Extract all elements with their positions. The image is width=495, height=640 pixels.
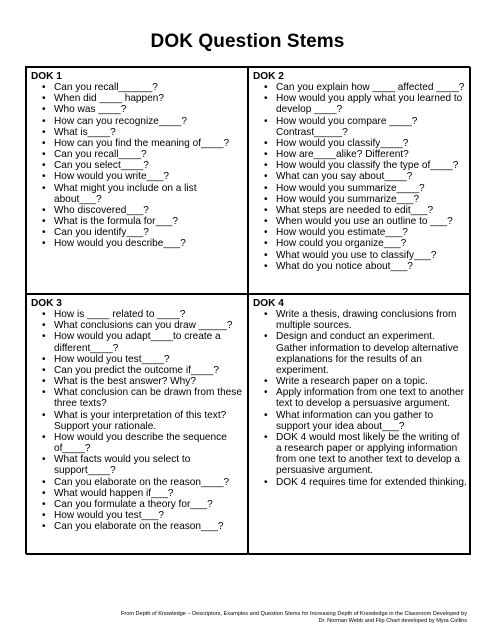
source-credit-line-1: From Depth of Knowledge – Descriptors, Examples and Question Stems for Increasing Depth of Knowledge in the Classroom Developed by — [120, 611, 467, 617]
question-stem: • Can you recall______? — [43, 82, 244, 93]
question-stem: • How would you apply what you learned to develop ____? — [265, 93, 467, 115]
dok2-list — [253, 82, 467, 272]
dok4-cell — [248, 294, 471, 555]
question-stem: • How can you recognize____? — [43, 116, 244, 127]
question-stem: • Write a research paper on a topic. — [265, 376, 467, 387]
question-stem: • How would you test____? — [43, 354, 244, 365]
question-stem: • How would you classify____? — [265, 138, 467, 149]
source-credit-line-2: Dr. Norman Webb and Flip Chart developed by Myra Collins — [318, 618, 467, 625]
source-credit — [30, 611, 467, 625]
question-stem: • How would you describe___? — [43, 238, 244, 249]
question-stem: • How can you find the meaning of____? — [43, 138, 244, 149]
dok4-list — [253, 309, 467, 488]
dok1-heading: DOK 1 — [31, 71, 62, 82]
dok4-heading: DOK 4 — [253, 298, 284, 309]
question-stem: • What facts would you select to support____? — [43, 454, 244, 476]
question-stem: • Apply information from one text to another text to develop a persuasive argument. — [265, 387, 467, 409]
question-stem: • What would happen if___? — [43, 488, 244, 499]
question-stem: • How would you summarize____? — [265, 183, 467, 194]
dok3-heading: DOK 3 — [31, 298, 62, 309]
question-stem: • DOK 4 requires time for extended thinking. — [265, 477, 467, 488]
question-stem: • What conclusion can be drawn from these three texts? — [43, 387, 244, 409]
dok-table — [25, 66, 470, 554]
question-stem: • Who was ____? — [43, 104, 244, 115]
question-stem: • What is____? — [43, 127, 244, 138]
dok1-cell — [26, 67, 248, 294]
question-stem: • How would you write___? — [43, 171, 244, 182]
question-stem: • How would you compare ____? Contrast_____? — [265, 116, 467, 138]
question-stem: • Who discovered___? — [43, 205, 244, 216]
question-stem: • When did ____ happen? — [43, 93, 244, 104]
question-stem: • Can you recall____? — [43, 149, 244, 160]
dok3-cell — [26, 294, 248, 555]
question-stem: • How could you organize___? — [265, 238, 467, 249]
question-stem: • How would you summarize___? — [265, 194, 467, 205]
dok3-list — [31, 309, 244, 532]
question-stem: • How would you estimate___? — [265, 227, 467, 238]
question-stem: • How would you adapt____to create a different____? — [43, 331, 244, 353]
question-stem: • Can you predict the outcome if____? — [43, 365, 244, 376]
dok2-heading: DOK 2 — [253, 71, 284, 82]
question-stem: • Can you explain how ____ affected ____? — [265, 82, 467, 93]
question-stem: • When would you use an outline to ___? — [265, 216, 467, 227]
question-stem: • What conclusions can you draw _____? — [43, 320, 244, 331]
question-stem: • Write a thesis, drawing conclusions from multiple sources. — [265, 309, 467, 331]
question-stem: • What do you notice about___? — [265, 261, 467, 272]
question-stem: • How would you test___? — [43, 510, 244, 521]
question-stem: • What can you say about____? — [265, 171, 467, 182]
question-stem: • What is your interpretation of this text? Support your rationale. — [43, 410, 244, 432]
question-stem: • Design and conduct an experiment. Gather information to develop alternative explanations for the results of an experiment. — [265, 331, 467, 376]
question-stem: • What is the formula for___? — [43, 216, 244, 227]
question-stem: • What might you include on a list about___? — [43, 183, 244, 205]
question-stem: • How would you classify the type of____? — [265, 160, 467, 171]
question-stem: • How is ____ related to ____? — [43, 309, 244, 320]
question-stem: • What information can you gather to support your idea about___? — [265, 410, 467, 432]
question-stem: • Can you elaborate on the reason____? — [43, 477, 244, 488]
dok1-list — [31, 82, 244, 249]
question-stem: • Can you identify___? — [43, 227, 244, 238]
question-stem: • What steps are needed to edit___? — [265, 205, 467, 216]
question-stem: • Can you formulate a theory for___? — [43, 499, 244, 510]
question-stem: • Can you elaborate on the reason___? — [43, 521, 244, 532]
question-stem: • How would you describe the sequence of____? — [43, 432, 244, 454]
question-stem: • What would you use to classify___? — [265, 250, 467, 261]
question-stem: • What is the best answer? Why? — [43, 376, 244, 387]
question-stem: • DOK 4 would most likely be the writing of a research paper or applying information from one text to another text to develop a persuasive argument. — [265, 432, 467, 477]
question-stem: • Can you select____? — [43, 160, 244, 171]
dok2-cell — [248, 67, 471, 294]
page-title: DOK Question Stems — [150, 31, 345, 52]
question-stem: • How are____alike? Different? — [265, 149, 467, 160]
